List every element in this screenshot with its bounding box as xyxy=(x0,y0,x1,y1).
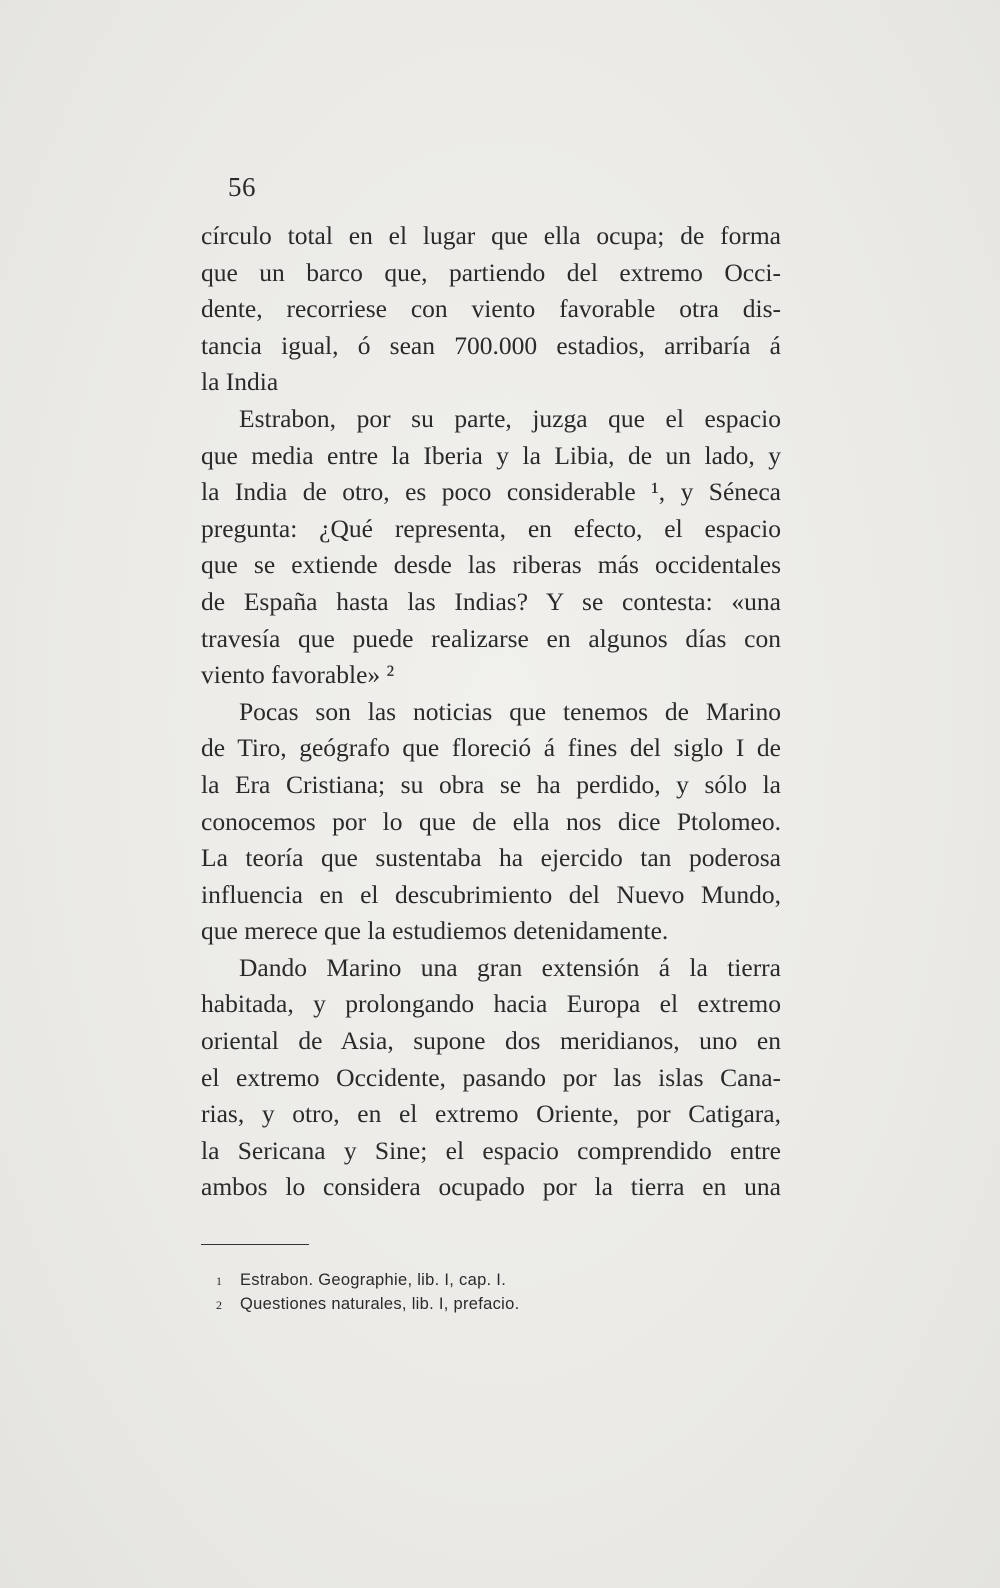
text-line: de España hasta las Indias? Y se contesta: «una xyxy=(201,586,781,616)
footnote-divider xyxy=(201,1244,309,1245)
text-line: Estrabon, por su parte, juzga que el espacio xyxy=(239,403,781,433)
text-line: de Tiro, geógrafo que floreció á fines del siglo I de xyxy=(201,733,781,763)
footnote-mark: 2 xyxy=(216,1298,223,1312)
text-line: rias, y otro, en el extremo Oriente, por Catigara, xyxy=(201,1099,781,1129)
text-line: que merece que la estudiemos detenidamente. xyxy=(201,916,669,946)
text-line: que media entre la Iberia y la Libia, de un lado, y xyxy=(201,440,781,470)
text-line: tancia igual, ó sean 700.000 estadios, arribaría á xyxy=(201,330,781,360)
text-line: la Era Cristiana; su obra se ha perdido, y sólo la xyxy=(201,769,781,799)
footnotes xyxy=(216,1268,776,1316)
text-line: la India xyxy=(201,367,279,397)
footnote-text: Estrabon. Geographie, lib. I, cap. I. xyxy=(240,1271,507,1289)
text-line: travesía que puede realizarse en algunos días con xyxy=(201,623,781,653)
text-line: habitada, y prolongando hacia Europa el extremo xyxy=(201,989,781,1019)
text-line: la Sericana y Sine; el espacio comprendido entre xyxy=(201,1135,781,1165)
text-line: dente, recorriese con viento favorable otra dis- xyxy=(201,294,781,324)
body-text xyxy=(201,218,781,1206)
text-line: Pocas son las noticias que tenemos de Marino xyxy=(239,696,781,726)
text-line: La teoría que sustentaba ha ejercido tan poderosa xyxy=(201,843,781,873)
footnote-text: Questiones naturales, lib. I, prefacio. xyxy=(240,1295,520,1313)
text-line: influencia en el descubrimiento del Nuevo Mundo, xyxy=(201,879,781,909)
text-line: oriental de Asia, supone dos meridianos, uno en xyxy=(201,1026,781,1056)
page-number: 56 xyxy=(228,172,256,202)
footnote xyxy=(216,1292,776,1316)
text-line: ambos lo considera ocupado por la tierra en una xyxy=(201,1172,781,1202)
text-line: la India de otro, es poco considerable ¹, y Séneca xyxy=(201,477,781,507)
text-line: que se extiende desde las riberas más occidentales xyxy=(201,550,781,580)
text-line: viento favorable» ² xyxy=(201,660,395,690)
text-line: conocemos por lo que de ella nos dice Ptolomeo. xyxy=(201,806,781,836)
text-line: Dando Marino una gran extensión á la tierra xyxy=(239,952,781,982)
footnote-mark: 1 xyxy=(216,1274,223,1288)
text-line: el extremo Occidente, pasando por las islas Cana- xyxy=(201,1062,781,1092)
footnote xyxy=(216,1268,776,1292)
text-line: que un barco que, partiendo del extremo Occi- xyxy=(201,257,781,287)
text-line: pregunta: ¿Qué representa, en efecto, el espacio xyxy=(201,513,781,543)
text-line: círculo total en el lugar que ella ocupa; de forma xyxy=(201,221,781,250)
